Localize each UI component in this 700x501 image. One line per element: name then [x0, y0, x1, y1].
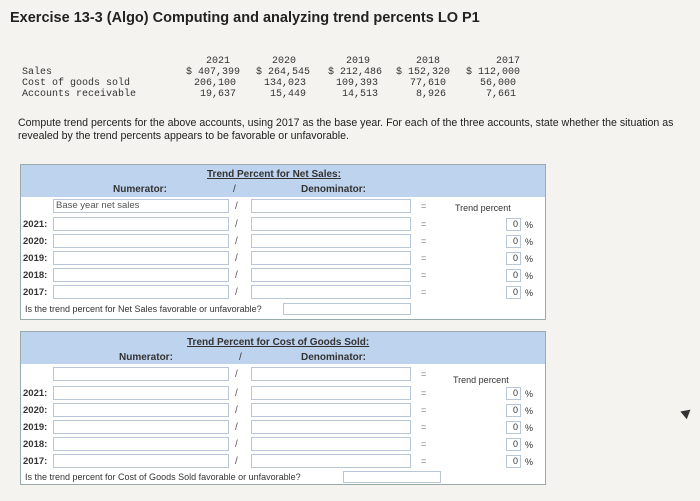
- percent-sign: %: [525, 423, 534, 433]
- equals-sign: =: [421, 201, 427, 211]
- percent-sign: %: [525, 254, 534, 264]
- numerator-input[interactable]: [53, 437, 229, 451]
- numerator-input[interactable]: [53, 420, 229, 434]
- percent-sign: %: [525, 389, 534, 399]
- slash: /: [235, 253, 238, 264]
- year-label: 2018:: [23, 439, 48, 450]
- trend-percent-label: Trend percent: [453, 375, 509, 385]
- trend-row: [21, 268, 545, 284]
- slash: /: [235, 388, 238, 399]
- denominator-label: Denominator:: [301, 352, 366, 363]
- trend-row: [21, 386, 545, 402]
- panel-header: [21, 332, 545, 364]
- percent-sign: %: [525, 457, 534, 467]
- percent-sign: %: [525, 237, 534, 247]
- year-label: 2020:: [23, 405, 48, 416]
- year-header: 2020: [271, 56, 296, 67]
- account-label: Accounts receivable: [22, 89, 137, 100]
- equals-sign: =: [421, 422, 427, 432]
- numerator-input[interactable]: Base year net sales: [53, 199, 229, 213]
- denominator-input[interactable]: [251, 420, 411, 434]
- denominator-input[interactable]: [251, 268, 411, 282]
- percent-sign: %: [525, 271, 534, 281]
- trend-row: [21, 285, 545, 301]
- trend-percent-output: 0: [506, 252, 521, 265]
- denominator-input[interactable]: [251, 403, 411, 417]
- numerator-input[interactable]: [53, 403, 229, 417]
- trend-percent-output: 0: [506, 387, 521, 400]
- account-value: 8,926: [415, 89, 446, 100]
- account-label: Sales: [22, 67, 53, 78]
- year-label: 2021:: [23, 219, 48, 230]
- slash: /: [235, 270, 238, 281]
- year-header: 2019: [345, 56, 370, 67]
- denominator-input[interactable]: [251, 367, 411, 381]
- year-header: 2021: [205, 56, 230, 67]
- trend-row: [21, 437, 545, 453]
- slash: /: [235, 422, 238, 433]
- numerator-input[interactable]: [53, 367, 229, 381]
- account-value: 19,637: [199, 89, 236, 100]
- denominator-input[interactable]: [251, 285, 411, 299]
- numerator-label: Numerator:: [119, 352, 173, 363]
- trend-row: [21, 234, 545, 250]
- denominator-input[interactable]: [251, 386, 411, 400]
- panel-header: [21, 165, 545, 197]
- account-value: 77,610: [409, 78, 446, 89]
- year-header: 2017: [495, 56, 520, 67]
- numerator-input[interactable]: [53, 386, 229, 400]
- trend-row: [21, 251, 545, 267]
- equals-sign: =: [421, 236, 427, 246]
- net-sales-trend-panel: [20, 164, 546, 320]
- numerator-input[interactable]: [53, 268, 229, 282]
- numerator-input[interactable]: [53, 454, 229, 468]
- slash: /: [235, 369, 238, 380]
- equals-sign: =: [421, 388, 427, 398]
- year-label: 2017:: [23, 456, 48, 467]
- account-value: 206,100: [193, 78, 236, 89]
- equals-sign: =: [421, 219, 427, 229]
- percent-sign: %: [525, 288, 534, 298]
- equals-sign: =: [421, 405, 427, 415]
- account-value: $ 212,486: [327, 67, 382, 78]
- denominator-input[interactable]: [251, 217, 411, 231]
- numerator-input[interactable]: [53, 234, 229, 248]
- slash-label: /: [233, 184, 236, 195]
- base-row: [21, 199, 545, 215]
- slash: /: [235, 439, 238, 450]
- year-label: 2018:: [23, 270, 48, 281]
- account-label: Cost of goods sold: [22, 78, 131, 89]
- account-value: 15,449: [269, 89, 306, 100]
- year-label: 2021:: [23, 388, 48, 399]
- percent-sign: %: [525, 220, 534, 230]
- account-value: $ 112,000: [465, 67, 520, 78]
- trend-percent-output: 0: [506, 235, 521, 248]
- equals-sign: =: [421, 253, 427, 263]
- account-value: $ 264,545: [255, 67, 310, 78]
- panel-heading: Trend Percent for Net Sales:: [207, 169, 341, 180]
- favorability-question: Is the trend percent for Cost of Goods Sold favorable or unfavorable?: [25, 472, 301, 482]
- panel-heading: Trend Percent for Cost of Goods Sold:: [187, 337, 370, 348]
- account-value: 56,000: [479, 78, 516, 89]
- trend-percent-output: 0: [506, 269, 521, 282]
- slash: /: [235, 456, 238, 467]
- favorability-select[interactable]: [283, 303, 411, 315]
- year-label: 2017:: [23, 287, 48, 298]
- trend-percent-output: 0: [506, 455, 521, 468]
- equals-sign: =: [421, 270, 427, 280]
- equals-sign: =: [421, 439, 427, 449]
- numerator-label: Numerator:: [113, 184, 167, 195]
- numerator-input[interactable]: [53, 251, 229, 265]
- trend-row: [21, 217, 545, 233]
- cogs-trend-panel: [20, 331, 546, 485]
- year-label: 2019:: [23, 422, 48, 433]
- base-row: [21, 367, 545, 383]
- trend-percent-output: 0: [506, 421, 521, 434]
- slash: /: [235, 287, 238, 298]
- slash: /: [235, 219, 238, 230]
- equals-sign: =: [421, 456, 427, 466]
- account-value: 7,661: [485, 89, 516, 100]
- instructions-text: Compute trend percents for the above accounts, using 2017 as the base year. For each of the three accounts, state whether the situation as revealed by the trend percents appears to be favorable or unfavorable.: [18, 117, 674, 142]
- denominator-input[interactable]: [251, 454, 411, 468]
- account-value: 134,023: [263, 78, 306, 89]
- trend-row: [21, 454, 545, 470]
- favorability-question: Is the trend percent for Net Sales favorable or unfavorable?: [25, 304, 262, 314]
- denominator-input[interactable]: [251, 234, 411, 248]
- equals-sign: =: [421, 369, 427, 379]
- favorability-select[interactable]: [343, 471, 441, 483]
- mouse-pointer-icon: [680, 406, 693, 419]
- trend-percent-output: 0: [506, 438, 521, 451]
- trend-percent-output: 0: [506, 218, 521, 231]
- trend-percent-output: 0: [506, 286, 521, 299]
- trend-percent-output: 0: [506, 404, 521, 417]
- slash: /: [235, 236, 238, 247]
- account-value: 14,513: [341, 89, 378, 100]
- year-header: 2018: [415, 56, 440, 67]
- page-title: Exercise 13-3 (Algo) Computing and analyzing trend percents LO P1: [10, 10, 480, 26]
- denominator-label: Denominator:: [301, 184, 366, 195]
- account-value: $ 152,320: [395, 67, 450, 78]
- year-label: 2019:: [23, 253, 48, 264]
- trend-percent-label: Trend percent: [455, 203, 511, 213]
- numerator-input[interactable]: [53, 217, 229, 231]
- denominator-input[interactable]: [251, 199, 411, 213]
- denominator-input[interactable]: [251, 251, 411, 265]
- trend-row: [21, 403, 545, 419]
- percent-sign: %: [525, 406, 534, 416]
- slash: /: [235, 405, 238, 416]
- numerator-input[interactable]: [53, 285, 229, 299]
- account-value: $ 407,399: [185, 67, 240, 78]
- account-value: 109,393: [335, 78, 378, 89]
- trend-row: [21, 420, 545, 436]
- equals-sign: =: [421, 287, 427, 297]
- year-label: 2020:: [23, 236, 48, 247]
- denominator-input[interactable]: [251, 437, 411, 451]
- slash: /: [235, 201, 238, 212]
- percent-sign: %: [525, 440, 534, 450]
- slash-label: /: [239, 352, 242, 363]
